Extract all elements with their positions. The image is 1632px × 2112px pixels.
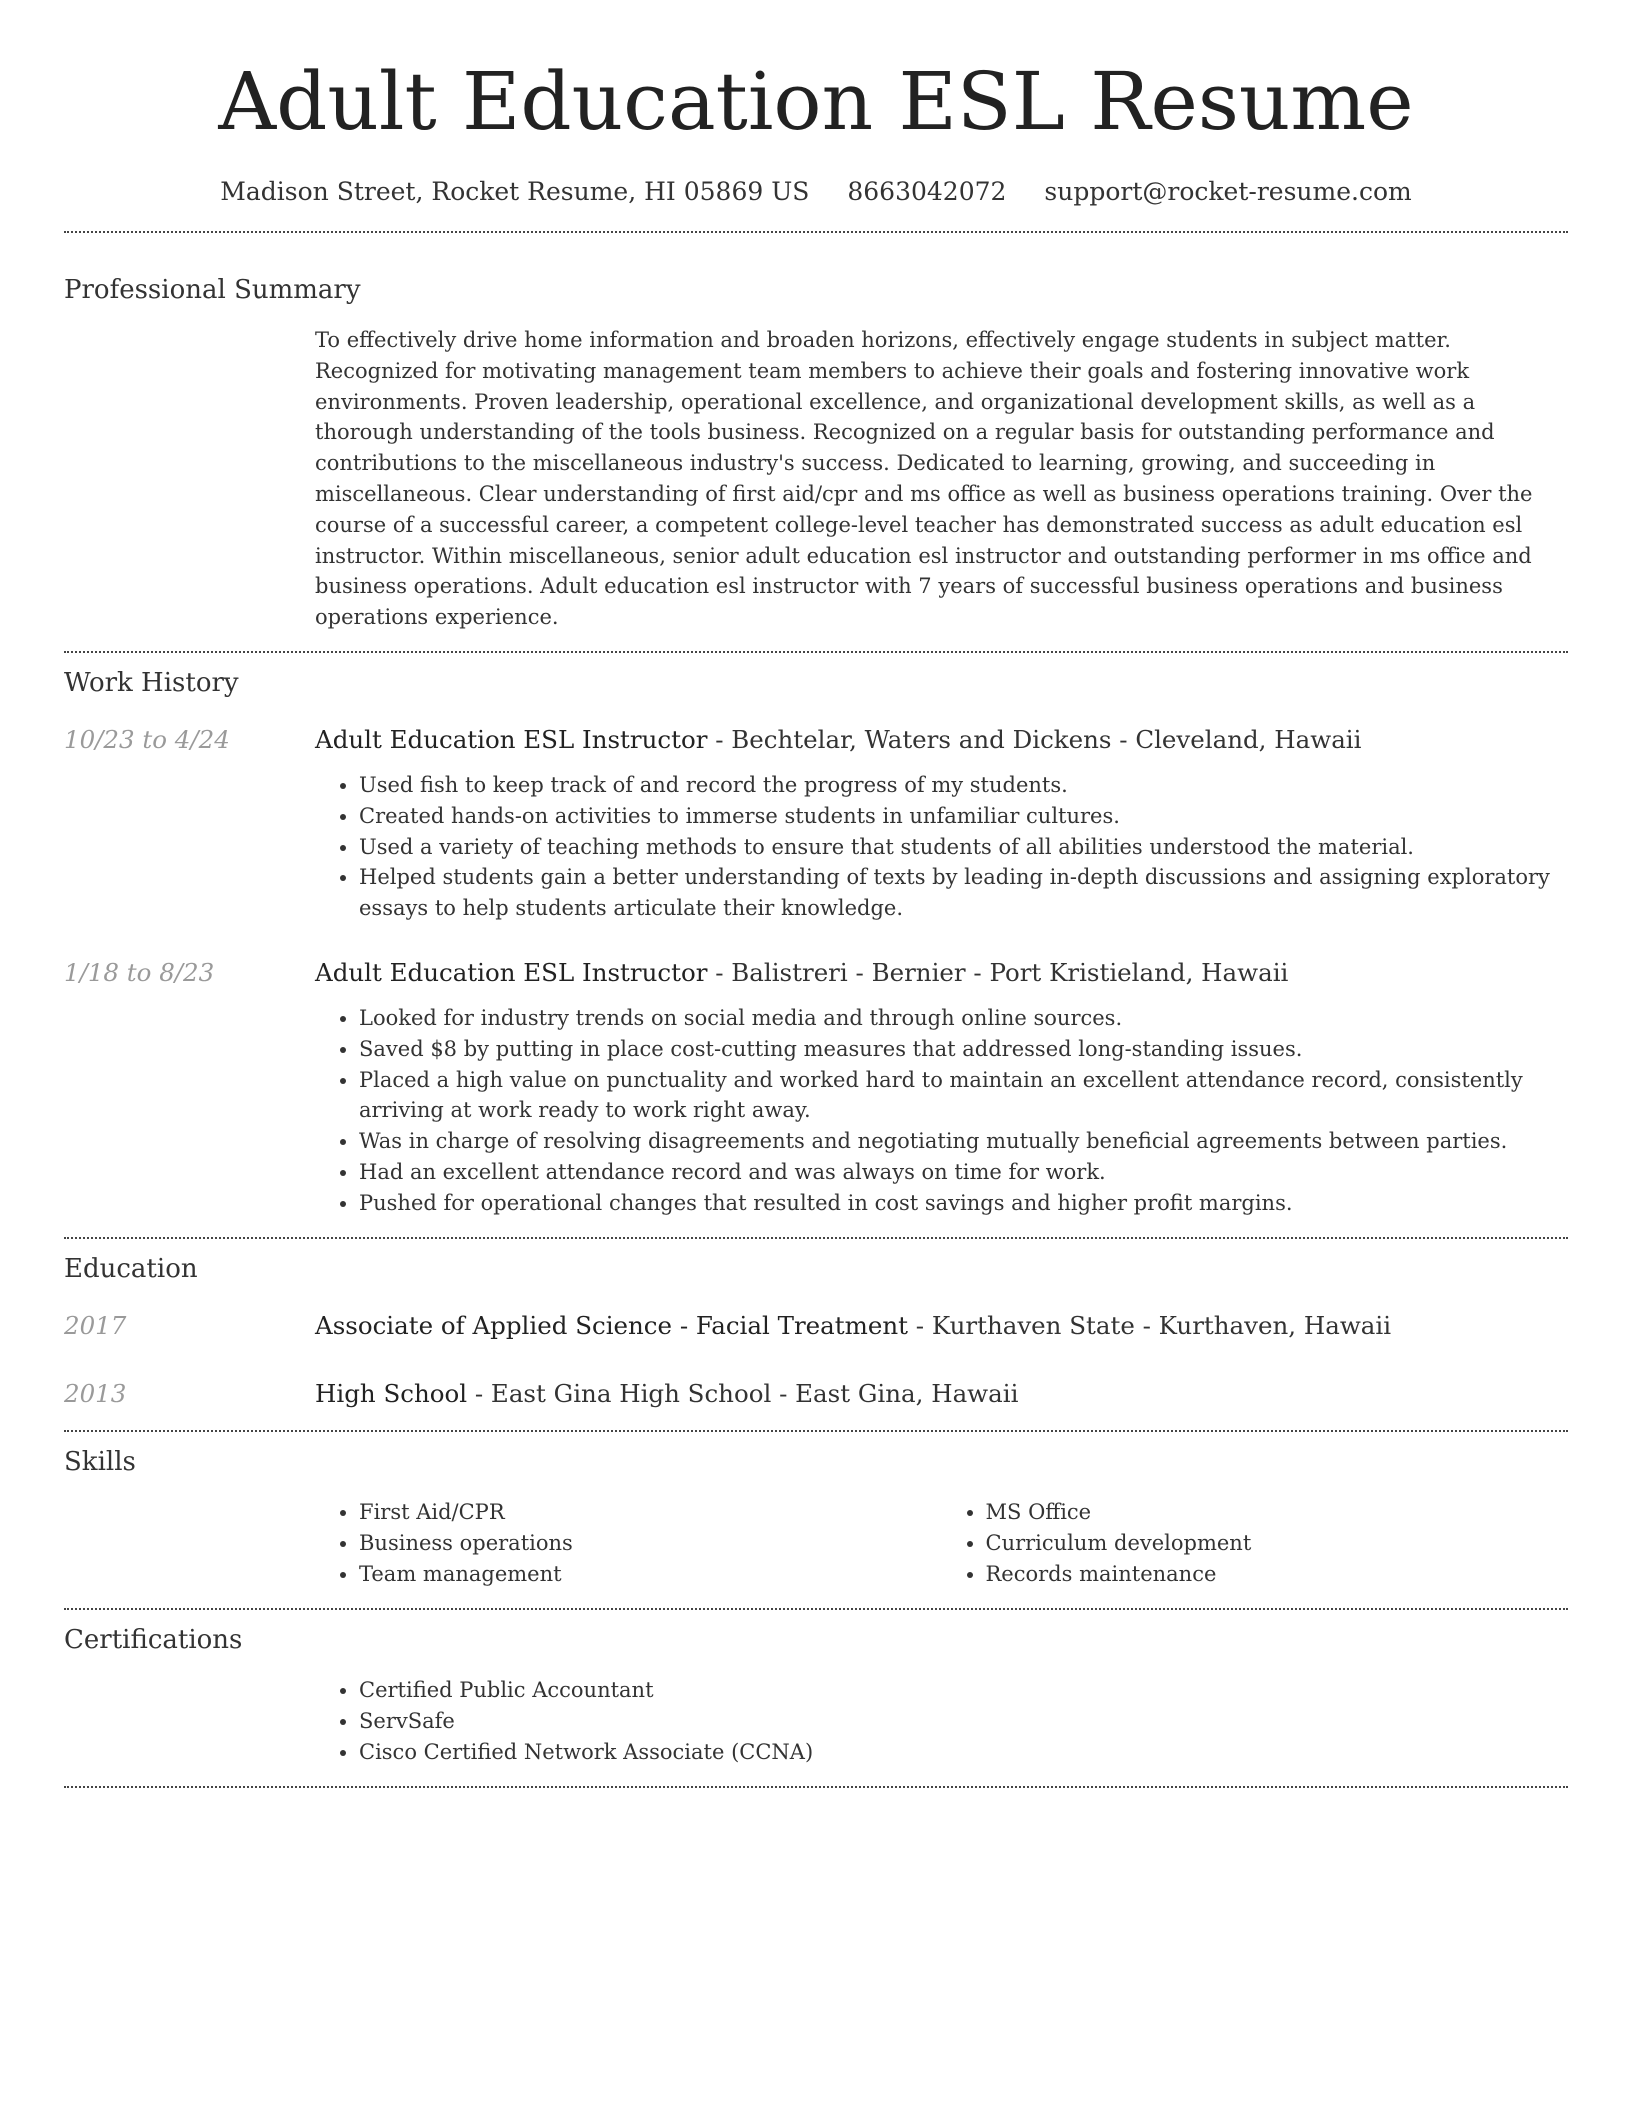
list-item: • Certified Public Accountant [359, 1675, 1359, 1706]
list-item: • Pushed for operational changes that resulted in cost savings and higher profit margins. [359, 1188, 1568, 1219]
list-item: • Cisco Certified Network Associate (CCNA) [359, 1737, 1359, 1768]
list-item: • Was in charge of resolving disagreements and negotiating mutually beneficial agreements between parties. [359, 1126, 1568, 1157]
list-item: • Curriculum development [986, 1528, 1569, 1559]
resume-title: Adult Education ESL Resume [218, 55, 1414, 148]
list-item: • Saved $8 by putting in place cost-cutting measures that addressed long-standing issues. [359, 1034, 1568, 1065]
job-title [315, 957, 1568, 989]
summary-text: To effectively drive home information and broaden horizons, effectively engage students in subject matter. Recognized for motivating management team members to achieve their goals and fostering innovative work environments. Proven leadership, operational excellence, and organizational development skills, as well as a thorough understanding of the tools business. Recognized on a regular basis for outstanding performance and contributions to the miscellaneous industry's success. Dedicated to learning, growing, and succeeding in miscellaneous. Clear understanding of first aid/cpr and ms office as well as business operations training. Over the course of a successful career, a competent college-level teacher has demonstrated success as adult education esl instructor. Within miscellaneous, senior adult education esl instructor and outstanding performer in ms office and business operations. Adult education esl instructor with 7 years of successful business operations and business operations experience. [315, 328, 1533, 630]
section-divider [64, 1608, 1568, 1610]
list-item: • Used a variety of teaching methods to ensure that students of all abilities understood the material. [359, 832, 1568, 863]
job-bullets [315, 1003, 1568, 1219]
list-item: • Team management [359, 1559, 942, 1590]
resume-page [64, 0, 1568, 1788]
job-dates: 10/23 to 4/24 [64, 724, 230, 754]
job-entry [64, 957, 1568, 1219]
education-degree: High School [315, 1378, 468, 1408]
job-bullets [315, 770, 1568, 924]
skills-grid [315, 1497, 1568, 1590]
list-item: • Placed a high value on punctuality and worked hard to maintain an excellent attendance record, consistently arriving at work ready to work right away. [359, 1065, 1568, 1127]
list-item: • Used fish to keep track of and record the progress of my students. [359, 770, 1568, 801]
job-employer: - Bechtelar, Waters and Dickens - Cleveland, Hawaii [707, 724, 1362, 754]
job-role: Adult Education ESL Instructor [315, 957, 708, 987]
list-item: • Looked for industry trends on social media and through online sources. [359, 1003, 1568, 1034]
job-employer: - Balistreri - Bernier - Port Kristieland, Hawaii [707, 957, 1289, 987]
education-entry [64, 1310, 1568, 1342]
education-entry [64, 1378, 1568, 1410]
contact-phone: 8663042072 [847, 177, 1007, 206]
education-degree: Associate of Applied Science - Facial Treatment [315, 1310, 908, 1340]
list-item: • Created hands-on activities to immerse students in unfamiliar cultures. [359, 801, 1568, 832]
work-history-heading: Work History [64, 667, 239, 698]
list-item: • Records maintenance [986, 1559, 1569, 1590]
job-entry [64, 724, 1568, 924]
contact-line [64, 176, 1568, 208]
list-item: • ServSafe [359, 1706, 1359, 1737]
education-school: - East Gina High School - East Gina, Hawaii [467, 1378, 1019, 1408]
skills-column-left [315, 1497, 942, 1590]
contact-email: support@rocket-resume.com [1044, 177, 1412, 206]
job-dates: 1/18 to 8/23 [64, 957, 215, 987]
education-year: 2017 [64, 1310, 127, 1340]
section-divider [64, 1786, 1568, 1788]
section-divider [64, 1430, 1568, 1432]
skills-column-right [942, 1497, 1569, 1590]
education-title [315, 1310, 1568, 1342]
section-divider [64, 651, 1568, 653]
job-title [315, 724, 1568, 756]
education-heading: Education [64, 1253, 198, 1284]
certifications-heading: Certifications [64, 1624, 243, 1655]
education-school: - Kurthaven State - Kurthaven, Hawaii [907, 1310, 1392, 1340]
certifications-list [315, 1675, 1568, 1768]
list-item: • Business operations [359, 1528, 942, 1559]
education-year: 2013 [64, 1378, 127, 1408]
list-item: • Had an excellent attendance record and was always on time for work. [359, 1157, 1568, 1188]
certifications-column [315, 1675, 1359, 1768]
list-item: • MS Office [986, 1497, 1569, 1528]
list-item: • First Aid/CPR [359, 1497, 942, 1528]
section-divider [64, 231, 1568, 233]
list-item: • Helped students gain a better understanding of texts by leading in-depth discussions and assigning exploratory essays to help students articulate their knowledge. [359, 862, 1568, 924]
job-role: Adult Education ESL Instructor [315, 724, 708, 754]
contact-address: Madison Street, Rocket Resume, HI 05869 US [220, 177, 810, 206]
education-title [315, 1378, 1568, 1410]
summary-heading: Professional Summary [64, 275, 361, 305]
skills-heading: Skills [64, 1446, 136, 1477]
section-divider [64, 1237, 1568, 1239]
